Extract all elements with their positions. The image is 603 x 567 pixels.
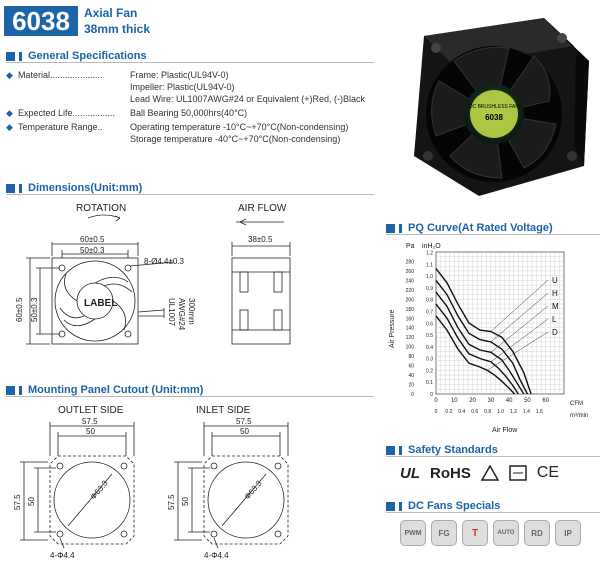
dim-60-v: 60±0.5 [15,297,24,322]
dimension-drawing [4,212,384,380]
cutout-inlet-57-h: 57.5 [236,417,252,426]
pq-label-m: M [552,302,559,311]
rohs-icon: RoHS [430,464,471,482]
life-value: Ball Bearing 50,000hrs(40°C) [130,108,248,118]
auto-restart-icon: AUTO [493,520,519,546]
rotation-label: ROTATION [76,203,127,214]
pq-y-tick-pa: 0 [411,392,414,398]
wire-spec-2: AWG#24 [177,298,186,331]
pq-chart [386,238,602,436]
general-specs-header: General Specifications [6,50,147,62]
pq-y-tick-pa: 180 [405,306,414,313]
pq-label-u: U [552,276,558,285]
pq-y-tick-inh2o: 0.4 [426,344,433,351]
pq-x-tick-cfm: 50 [524,398,531,404]
fg-icon: FG [431,520,457,546]
ul-recognized-icon: UL [400,464,420,482]
divider [386,456,600,457]
pq-x-tick-cfm: 20 [469,398,476,404]
material-line-2: Impeller: Plastic(UL94V-0) [130,82,235,92]
bullet-diamond-icon: ◆ [6,70,13,80]
outlet-side-label: OUTLET SIDE [58,405,124,416]
pq-y-tick-inh2o: 0.3 [426,356,433,363]
pq-y-tick-pa: 20 [408,382,414,389]
pq-y-tick-pa: 120 [405,335,414,342]
warning-triangle-icon [481,465,499,481]
bullet-diamond-icon: ◆ [6,122,13,132]
cutout-inlet-57-v: 57.5 [167,494,176,510]
pq-x-tick-m3: 0.6 [471,409,479,415]
cutout-outlet-holes: 4-Φ4.4 [50,551,75,560]
pq-y-tick-inh2o: 0.9 [426,285,433,292]
pq-y-tick-pa: 40 [408,373,414,380]
cutout-outlet-dia: Φ63.3 [88,478,110,502]
pq-y-tick-pa: 220 [405,287,414,294]
pq-y-tick-pa: 160 [405,316,414,323]
pq-y-tick-pa: 80 [408,354,414,361]
pq-y-tick-pa: 200 [405,297,414,304]
pq-x-tick-cfm: 30 [487,398,495,404]
dim-holes: 8-Ø4.4±0.3 [144,257,184,266]
dim-depth: 38±0.5 [248,235,273,244]
pq-x-tick-cfm: 10 [450,398,458,404]
pq-y-tick-inh2o: 0.2 [426,368,433,375]
divider [6,396,374,397]
product-photo [384,6,600,204]
pq-x-tick-m3: 0 [434,409,438,415]
wire-spec-3: 300mm [187,298,196,325]
airflow-label: AIR FLOW [238,203,287,214]
model-number: 6038 [4,6,78,36]
pq-x-tick-m3: 1.0 [497,409,505,415]
pq-x-tick-m3: 1.4 [522,409,530,415]
material-line-1: Frame: Plastic(UL94V-0) [130,70,229,80]
pq-y-tick-inh2o: 1.0 [426,274,433,281]
cutout-outlet-57-h: 57.5 [82,417,98,426]
cutout-drawing [4,416,384,562]
fan-label: LABEL [84,298,118,309]
pq-unit-pa: Pa [406,243,415,250]
divider [6,194,374,195]
pq-y-tick-inh2o: 0.1 [426,380,433,387]
panel-cutout-header: Mounting Panel Cutout (Unit:mm) [6,384,203,396]
pq-y-tick-inh2o: 1.1 [426,262,433,269]
cutout-outlet-57-v: 57.5 [13,494,22,510]
pq-label-h: H [552,289,558,298]
pq-y-tick-pa: 280 [405,259,414,266]
cutout-inlet-50-h: 50 [240,427,249,436]
life-row: ◆ Expected Life................. [6,108,115,118]
temp-row: ◆ Temperature Range.. [6,122,103,132]
pq-y-tick-inh2o: 0.8 [426,297,433,304]
product-type: Axial Fan [84,6,138,20]
dim-50-h: 50±0.3 [80,246,105,255]
pq-unit-cfm: CFM [570,401,583,407]
pq-y-tick-pa: 140 [405,325,414,332]
pq-y-tick-inh2o: 1.2 [426,250,433,257]
photo-model-label: 6038 [485,113,503,122]
cutout-inlet-dia: Φ63.3 [242,478,264,502]
pq-x-tick-m3: 0.8 [484,409,492,415]
recycle-icon [509,465,527,481]
pq-x-tick-cfm: 60 [542,398,550,404]
cutout-inlet-holes: 4-Φ4.4 [204,551,229,560]
pq-y-tick-inh2o: 0.5 [426,333,433,340]
pq-curve-header: PQ Curve(At Rated Voltage) [386,222,553,234]
temp-line-1: Operating temperature -10°C~+70°C(Non-condensing) [130,122,349,132]
pq-unit-m3: m³/min [570,413,589,419]
pq-x-tick-m3: 0.2 [445,409,453,415]
cutout-outlet-50-v: 50 [27,497,36,506]
photo-brand-label: DC BRUSHLESS FAN [468,104,520,110]
pq-y-tick-pa: 240 [405,278,414,285]
rotation-detect-icon: RD [524,520,550,546]
temp-line-2: Storage temperature -40°C~+70°C(Non-condensing) [130,134,341,144]
ce-mark-icon: CE [536,464,560,481]
dimensions-header: Dimensions(Unit:mm) [6,182,142,194]
dim-60-h: 60±0.5 [80,235,105,244]
divider [386,234,600,235]
material-line-3: Lead Wire: UL1007AWG#24 or Equivalent (+)Red, (-)Black [130,94,366,104]
cutout-inlet-50-v: 50 [181,497,190,506]
pq-y-tick-pa: 100 [405,344,414,351]
thermal-icon: T [462,520,488,546]
pq-y-tick-inh2o: 0 [430,392,433,398]
pq-y-tick-pa: 60 [408,363,414,370]
pwm-icon: PWM [400,520,426,546]
pq-y-axis-title: Air Pressure [389,309,396,348]
pq-x-tick-m3: 1.6 [535,409,543,415]
section-square-icon [6,52,15,61]
pq-y-tick-inh2o: 0.7 [426,309,433,316]
inlet-side-label: INLET SIDE [196,405,251,416]
pq-x-tick-m3: 1.2 [510,409,517,415]
safety-header: Safety Standards [386,444,498,456]
pq-x-tick-cfm: 40 [505,398,513,404]
product-thickness: 38mm thick [84,22,151,36]
bullet-diamond-icon: ◆ [6,108,13,118]
ip-rating-icon: IP [555,520,581,546]
pq-x-tick-m3: 0.4 [458,409,466,415]
divider [6,62,374,63]
safety-icons [400,460,600,486]
pq-x-tick-cfm: 0 [434,398,438,404]
pq-label-d: D [552,328,558,337]
material-row: ◆ Material..................... [6,70,103,80]
divider [386,512,600,513]
cutout-outlet-50-h: 50 [86,427,95,436]
pq-y-tick-pa: 260 [405,268,414,275]
pq-y-tick-inh2o: 0.6 [426,321,433,328]
dc-specials-icons [400,520,600,550]
section-bar-icon [19,52,22,61]
pq-label-l: L [552,315,557,324]
dim-50-v: 50±0.3 [30,297,39,322]
pq-unit-inh2o: inH₂O [422,243,441,250]
dc-specials-header: DC Fans Specials [386,500,500,512]
wire-spec-1: UL1007 [167,298,176,327]
pq-x-axis-title: Air Flow [492,427,518,434]
